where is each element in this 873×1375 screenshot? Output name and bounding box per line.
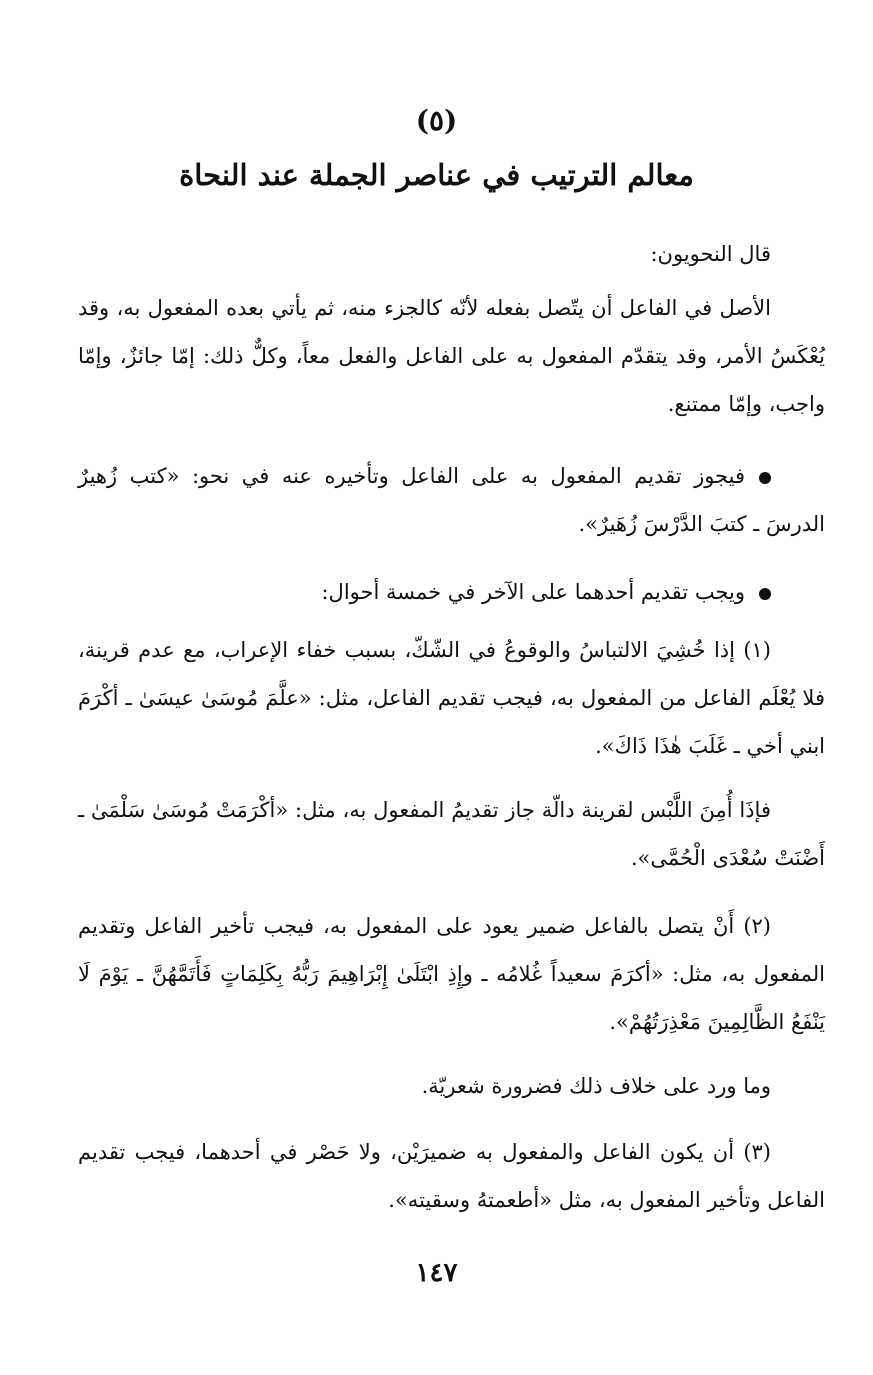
- rule-text: الأصل في الفاعل أن يتّصل بفعله لأنّه كالجزء منه، ثم يأتي بعده المفعول به، وقد يُعْكَسُ الأمر، وقد يتقدّم المفعول به على الفاعل والفعل معاً، وكلٌّ ذلك: إمّا جائزٌ، وإمّا واجب، وإمّا ممتنع.: [78, 296, 825, 416]
- intro-text: قال النحويون:: [650, 242, 771, 266]
- bullet-icon: [759, 588, 771, 600]
- page-number: ١٤٧: [415, 1258, 458, 1288]
- bullet-icon: [759, 472, 771, 484]
- case-2-text: (٢) أَنْ يتصل بالفاعل ضمير يعود على المفعول به، فيجب تأخير الفاعل وتقديم المفعول به، مثل: «أكرَمَ سعيداً غُلامُه ـ وإِذِ ابْتَلَىٰ إِبْرَاهِيمَ رَبُّهُ بِكَلِمَاتٍ فَأَتَمَّهُنَّ ـ يَوْمَ لَا يَنْفَعُ الظَّالِمِينَ مَعْذِرَتُهُمْ».: [78, 914, 825, 1034]
- case-2-paragraph: [78, 902, 825, 1046]
- case-1-text: (١) إذا خُشِيَ الالتباسُ والوقوعُ في الشّكّ، بسبب خفاء الإعراب، مع عدم قرينة، فلا يُعْلَم الفاعل من المفعول به، فيجب تقديم الفاعل، مثل: «علَّمَ مُوسَىٰ عيسَىٰ ـ أكْرَمَ ابني أخي ـ غَلَبَ هٰذَا ذَاكَ».: [78, 638, 825, 758]
- intro-line: [78, 230, 771, 278]
- case-3-text: (٣) أن يكون الفاعل والمفعول به ضميرَيْن، ولا حَصْر في أحدهما، فيجب تقديم الفاعل وتأخير المفعول به، مثل «أطعمتهُ وسقيته».: [78, 1140, 825, 1212]
- bullet-text-optional: فيجوز تقديم المفعول به على الفاعل وتأخيره عنه في نحو: «كتب زُهيرٌ الدرسَ ـ كتبَ الدَّرْسَ زُهَيرٌ».: [78, 464, 825, 536]
- chapter-title: معالم الترتيب في عناصر الجملة عند النحاة: [179, 158, 694, 192]
- rule-paragraph: [78, 284, 825, 428]
- case-1-exception-text: فإذَا أُمِنَ اللَّبْس لقرينة دالّة جاز تقديمُ المفعول به، مثل: «أكْرَمَتْ مُوسَىٰ سَلْمَىٰ ـ أَضْنَتْ سُعْدَى الْحُمَّى».: [78, 798, 825, 870]
- case-2-note-text: وما ورد على خلاف ذلك فضرورة شعريّة.: [421, 1074, 771, 1098]
- bullet-paragraph-optional: [78, 452, 825, 548]
- case-1-exception-paragraph: [78, 786, 825, 882]
- chapter-number: (٥): [415, 104, 458, 137]
- bullet-text-obligatory: ويجب تقديم أحدهما على الآخر في خمسة أحوال:: [321, 580, 745, 604]
- case-3-paragraph: [78, 1128, 825, 1224]
- bullet-paragraph-obligatory: [78, 568, 825, 616]
- case-2-note-paragraph: [78, 1062, 825, 1110]
- case-1-paragraph: [78, 626, 825, 770]
